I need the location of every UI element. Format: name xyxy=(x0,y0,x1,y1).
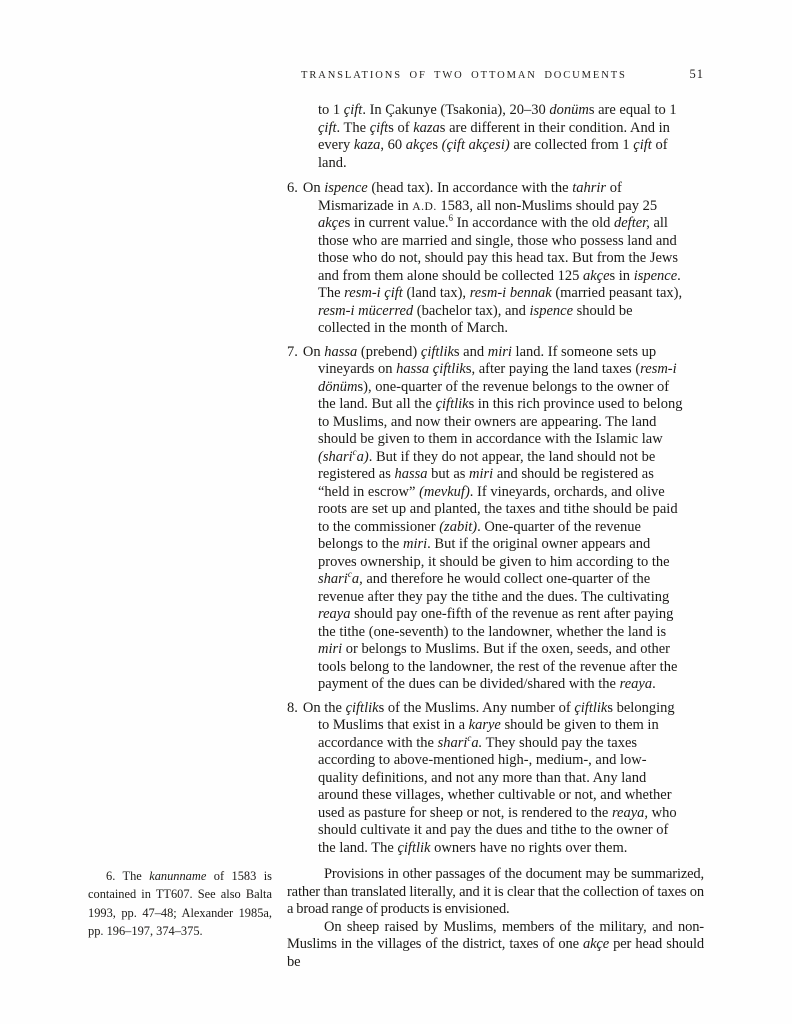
list-item-7-number: 7. xyxy=(287,343,298,360)
running-head xyxy=(301,67,704,82)
list-item-7 xyxy=(287,343,686,694)
list-item-6 xyxy=(287,180,686,338)
page-number: 51 xyxy=(689,67,704,81)
continuation-paragraph: to 1 çift. In Çakunye (Tsakonia), 20–30 donüms are equal to 1 çift. The çifts of kazas are different in their condition. And in every kaza, 60 akçes (çift akçesi) are collected from 1 çift of land. xyxy=(318,102,677,171)
list-item-8 xyxy=(287,699,686,858)
list-item-6-text: On ispence (head tax). In accordance with the tahrir of Mismarizade in A.D. 1583, all non-Muslims should pay 25 akçes in current value.$^6$ In accordance with the old defter, all those who are married and single, those who possess land and those who do not, should pay this head tax. But from the Jews and from them alone should be collected 125 akçes in ispence. The resm-i çift (land tax), resm-i bennak (married peasant tax), resm-i mücerred (bachelor tax), and ispence should be collected in the month of March. xyxy=(302,180,683,336)
prose-paragraph-1: Provisions in other passages of the document may be summarized, rather than translated literally, and it is clear that the collection of taxes on a broad range of products is envisioned. xyxy=(287,866,704,917)
prose-paragraph-2: On sheep raised by Muslims, members of the military, and non-Muslims in the villages of the district, taxes of one akçe per head should be xyxy=(287,918,704,970)
running-head-title: TRANSLATIONS OF TWO OTTOMAN DOCUMENTS xyxy=(301,70,627,81)
list-item-6-number: 6. xyxy=(287,180,298,196)
block-quote xyxy=(287,102,704,857)
list-item-8-text: On the çiftliks of the Muslims. Any number of çiftliks belonging to Muslims that exist in a karye should be given to them in accordance with the shari$^c$a. They should pay the taxes according to above-mentioned high-, medium-, and low-quality definitions, and not any more than that. Any land around these villages, whether cultivable or not, and whether used as pasture for sheep or not, is rendered to the reaya, who should cultivate it and pay the dues and tithe to the owner of the land. The çiftlik owners have no rights over them. xyxy=(302,699,677,856)
list-item-7-text: On hassa (prebend) çiftliks and miri land. If someone sets up vineyards on hassa çiftliks, after paying the land taxes (resm-i dönüms), one-quarter of the revenue belongs to the owner of the land. But all the çiftliks in this rich province used to belong to Muslims, and now their owners are appearing. The land should be given to them in accordance with the Islamic law (shari$^c$a). But if they do not appear, the land should not be registered as hassa but as miri and should be registered as “held in escrow” (mevkuf). If vineyards, orchards, and olive roots are set up and planted, the taxes and tithe should be paid to the commissioner (zabit). One-quarter of the revenue belongs to the miri. But if the original owner appears and proves ownership, it should be given to him according to the shari$^c$a, and therefore he would collect one-quarter of the revenue after they pay the tithe and the dues. The cultivating reaya should pay one-fifth of the revenue as rent after paying the tithe (one-seventh) to the landowner, whether the land is miri or belongs to Muslims. But if the oxen, seeds, and other tools belong to the landowner, the rest of the revenue after the payment of the dues can be divided/shared with the reaya. xyxy=(302,343,683,692)
marginal-footnote: 6. The kanunname of 1583 is contained in TT607. See also Balta 1993, pp. 47–48; Alexander 1985a, pp. 196–197, 374–375. xyxy=(88,869,272,938)
list-item-8-number: 8. xyxy=(287,699,298,716)
main-text-column xyxy=(287,102,704,971)
